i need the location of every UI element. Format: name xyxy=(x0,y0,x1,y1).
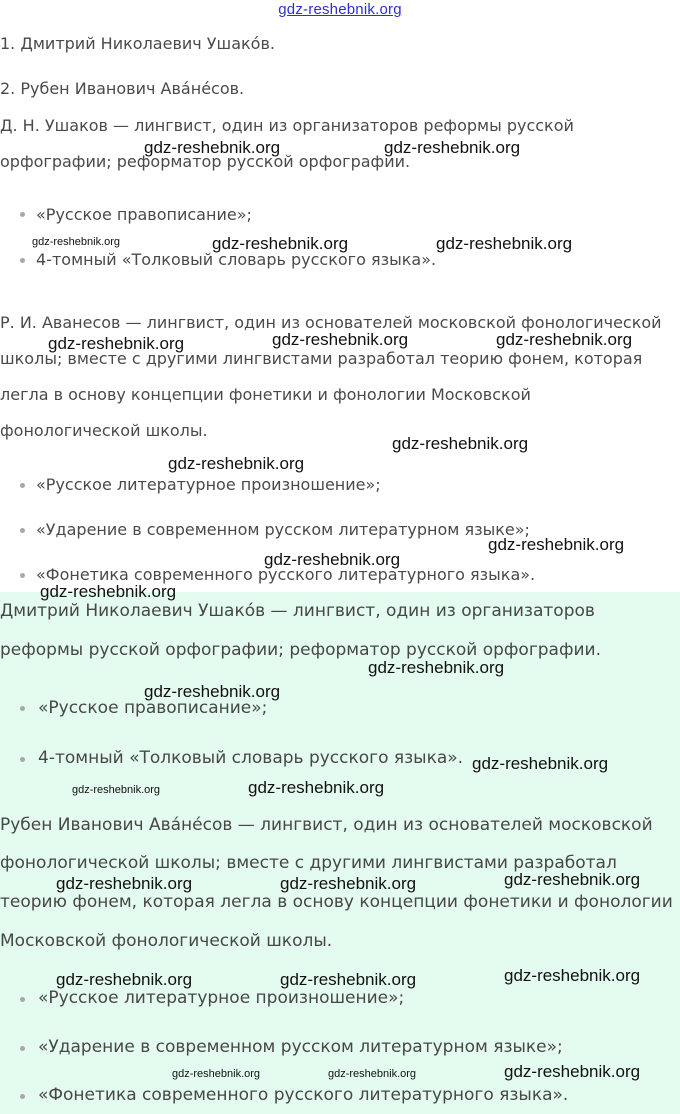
ushakov-full-work-2: 4-томный «Толковый словарь русского языка». xyxy=(38,748,464,768)
name-1: 1. Дмитрий Николаевич Ушако́в. xyxy=(0,34,275,53)
watermark: gdz-reshebnik.org xyxy=(384,138,521,157)
avanesov-full-desc-line-1: Рубен Иванович Ава́не́сов — лингвист, один из основателей московской xyxy=(0,815,653,835)
ushakov-full-desc-line-1: Дмитрий Николаевич Ушако́в — лингвист, один из организаторов xyxy=(0,601,595,621)
watermark: gdz-reshebnik.org xyxy=(368,658,505,677)
watermark: gdz-reshebnik.org xyxy=(436,234,573,253)
ushakov-work-2: 4-томный «Толковый словарь русского языка». xyxy=(36,250,437,269)
name-2: 2. Рубен Иванович Ава́не́сов. xyxy=(0,79,245,98)
watermark: gdz-reshebnik.org xyxy=(392,434,529,453)
avanesov-work-3: «Фонетика современного русского литературного языка». xyxy=(36,565,536,584)
avanesov-desc-line-3: легла в основу концепции фонетики и фонологии Московской xyxy=(0,385,531,404)
watermark: gdz-reshebnik.org xyxy=(168,454,305,473)
watermark: gdz-reshebnik.org xyxy=(56,970,193,989)
watermark: gdz-reshebnik.org xyxy=(32,236,121,248)
watermark: gdz-reshebnik.org xyxy=(48,334,185,353)
avanesov-desc-line-2: школы; вместе с другими лингвистами разработал теорию фонем, которая xyxy=(0,349,643,368)
watermark: gdz-reshebnik.org xyxy=(144,138,281,157)
avanesov-full-desc-line-4: Московской фонологической школы. xyxy=(0,931,333,951)
watermark: gdz-reshebnik.org xyxy=(40,582,177,601)
watermark: gdz-reshebnik.org xyxy=(280,874,417,893)
watermark: gdz-reshebnik.org xyxy=(144,682,281,701)
bullet-dot-icon xyxy=(20,573,25,578)
bullet-dot-icon xyxy=(20,757,25,762)
ushakov-desc-line-1: Д. Н. Ушаков — лингвист, один из организаторов реформы русской xyxy=(0,116,574,135)
watermark: gdz-reshebnik.org xyxy=(248,778,385,797)
bullet-dot-icon xyxy=(20,528,25,533)
watermark: gdz-reshebnik.org xyxy=(212,234,349,253)
bullet-dot-icon xyxy=(20,1046,25,1051)
avanesov-full-work-1: «Русское литературное произношение»; xyxy=(38,988,405,1008)
watermark: gdz-reshebnik.org xyxy=(504,870,641,889)
watermark: gdz-reshebnik.org xyxy=(72,784,161,796)
watermark: gdz-reshebnik.org xyxy=(272,330,409,349)
bullet-dot-icon xyxy=(20,1094,25,1099)
ushakov-desc-line-2: орфографии; реформатор русской орфографии. xyxy=(0,152,411,171)
watermark: gdz-reshebnik.org xyxy=(496,330,633,349)
bullet-dot-icon xyxy=(20,212,25,217)
bullet-dot-icon xyxy=(20,258,25,263)
watermark: gdz-reshebnik.org xyxy=(472,754,609,773)
avanesov-work-2: «Ударение в современном русском литературном языке»; xyxy=(36,520,530,539)
watermark: gdz-reshebnik.org xyxy=(56,874,193,893)
watermark: gdz-reshebnik.org xyxy=(504,966,641,985)
bullet-dot-icon xyxy=(20,997,25,1002)
watermark: gdz-reshebnik.org xyxy=(264,550,401,569)
bullet-dot-icon xyxy=(20,483,25,488)
avanesov-work-1: «Русское литературное произношение»; xyxy=(36,475,381,494)
watermark: gdz-reshebnik.org xyxy=(280,970,417,989)
ushakov-full-desc-line-2: реформы русской орфографии; реформатор русской орфографии. xyxy=(0,640,602,660)
bullet-dot-icon xyxy=(20,706,25,711)
avanesov-desc-line-4: фонологической школы. xyxy=(0,421,208,440)
avanesov-full-work-2: «Ударение в современном русском литературном языке»; xyxy=(38,1037,563,1057)
ushakov-work-1: «Русское правописание»; xyxy=(36,205,252,224)
watermark: gdz-reshebnik.org xyxy=(504,1062,641,1081)
watermark: gdz-reshebnik.org xyxy=(488,535,625,554)
ushakov-full-work-1: «Русское правописание»; xyxy=(38,698,268,718)
avanesov-full-desc-line-3: теорию фонем, которая легла в основу концепции фонетики и фонологии xyxy=(0,892,673,912)
watermark: gdz-reshebnik.org xyxy=(328,1068,417,1080)
avanesov-desc-line-1: Р. И. Аванесов — лингвист, один из основателей московской фонологической xyxy=(0,313,662,332)
avanesov-full-desc-line-2: фонологической школы; вместе с другими лингвистами разработал xyxy=(0,853,617,873)
avanesov-full-work-3: «Фонетика современного русского литературного языка». xyxy=(38,1085,569,1105)
site-link[interactable]: gdz-reshebnik.org xyxy=(278,1,402,18)
watermark: gdz-reshebnik.org xyxy=(172,1068,261,1080)
